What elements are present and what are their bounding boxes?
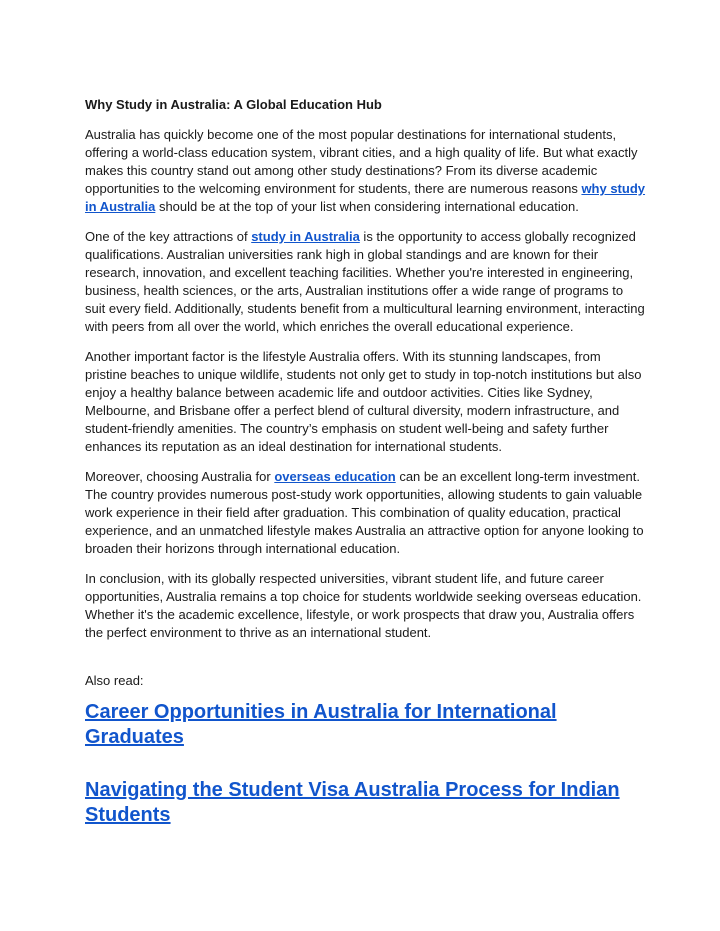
link-why-study-in-australia[interactable]: why study in Australia	[85, 181, 646, 214]
related-link-career-opportunities[interactable]: Career Opportunities in Australia for International Graduates	[85, 701, 557, 748]
paragraph-lifestyle: Another important factor is the lifestyle Australia offers. With its stunning landscapes, from pristine beaches to unique wildlife, students not only get to study in top-notch institutions but also enjoy a healthy balance between academic life and outdoor activities. Cities like Sydney, Melbourne, and Brisbane offer a perfect blend of cultural diversity, modern infrastructure, and student-friendly amenities. The country’s emphasis on student well-being and safety further enhances its reputation as an ideal destination for international students.	[85, 349, 642, 454]
paragraph-qualifications	[85, 228, 645, 336]
paragraph-conclusion: In conclusion, with its globally respected universities, vibrant student life, and future career opportunities, Australia remains a top choice for students worldwide seeking overseas education. Whether it's the academic excellence, lifestyle, or work prospects that draw you, Australia offers the perfect environment to thrive as an international student.	[85, 571, 642, 640]
paragraph-investment	[85, 468, 645, 558]
paragraph-text: Moreover, choosing Australia for	[85, 469, 275, 484]
document-title: Why Study in Australia: A Global Education Hub	[85, 97, 382, 112]
also-read-label: Also read:	[85, 673, 144, 688]
link-overseas-education[interactable]: overseas education	[274, 469, 396, 484]
paragraph-text: can be an excellent long-term investment. The country provides numerous post-study work opportunities, allowing students to gain valuable work experience in their field after graduation. This combination of quality education, practical experience, and an unmatched lifestyle makes Australia an attractive option for anyone looking to broaden their horizons through international education.	[85, 469, 644, 556]
paragraph-intro	[85, 126, 645, 216]
paragraph-text: is the opportunity to access globally recognized qualifications. Australian universities rank high in global standings and are known for their research, innovation, and excellent teaching facilities. Whether you're interested in engineering, business, health sciences, or the arts, Australian institutions offer a wide range of programs to suit every field. Additionally, students benefit from a multicultural learning environment, interacting with peers from all over the world, which enriches the overall educational experience.	[85, 229, 645, 334]
document-body	[85, 96, 645, 828]
paragraph-text: should be at the top of your list when considering international education.	[155, 199, 579, 214]
paragraph-text: One of the key attractions of	[85, 229, 252, 244]
paragraph-text: Australia has quickly become one of the most popular destinations for international students, offering a world-class education system, vibrant cities, and a high quality of life. But what exactly makes this country stand out among other study destinations? From its diverse academic opportunities to the welcoming environment for students, there are numerous reasons	[85, 127, 638, 196]
related-link-student-visa[interactable]: Navigating the Student Visa Australia Process for Indian Students	[85, 779, 620, 826]
link-study-in-australia[interactable]: study in Australia	[251, 229, 360, 244]
